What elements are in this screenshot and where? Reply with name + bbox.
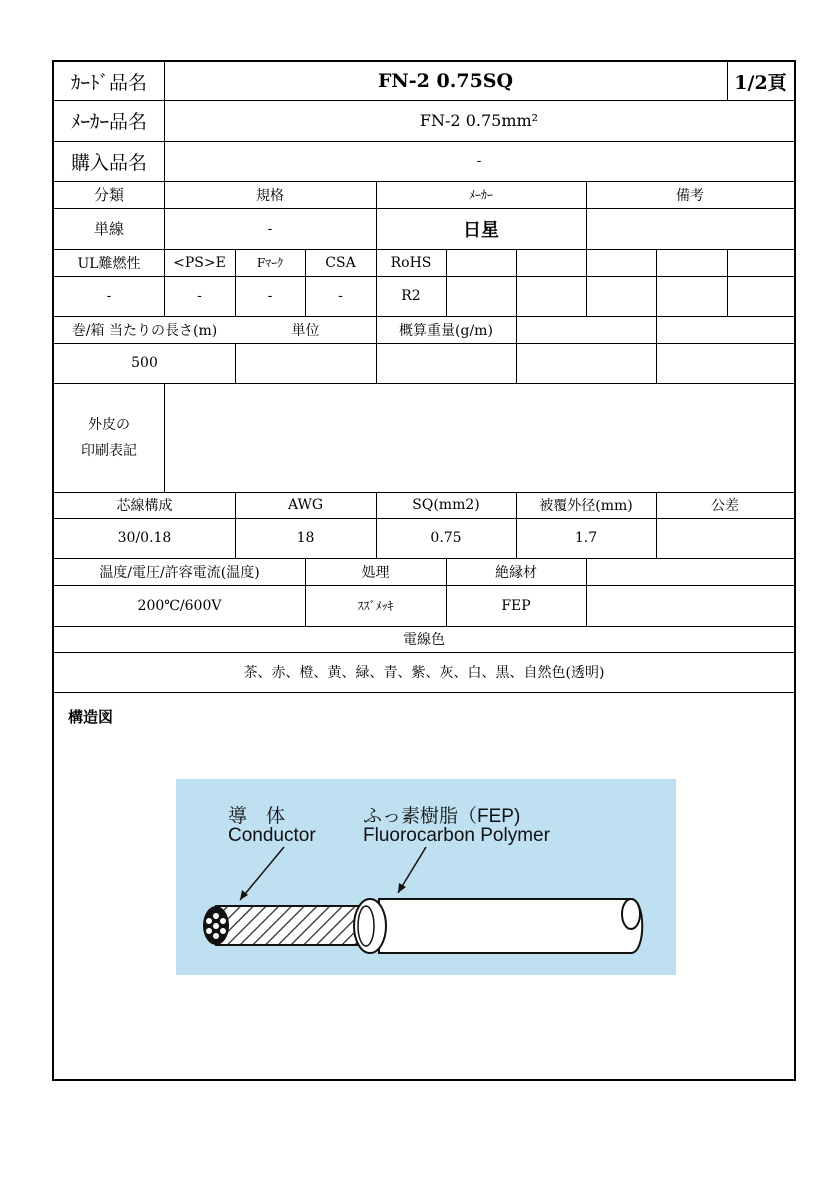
ul-value: -: [106, 288, 112, 304]
category-value: 単線: [93, 220, 124, 238]
card-name-value: FN-2 0.75SQ: [377, 70, 514, 92]
conductor-body: [216, 906, 361, 945]
ul-label: UL難燃性: [77, 255, 141, 272]
pse-label: <PS>E: [173, 254, 226, 271]
maker-label: ﾒｰｶｰ: [468, 188, 493, 202]
standard-label: 規格: [256, 187, 284, 204]
category-label: 分類: [93, 186, 124, 204]
length-label: 巻/箱 当たりの長さ(m): [71, 322, 218, 339]
od-label: 被覆外径(mm): [539, 498, 633, 514]
treatment-value: ｽｽﾞﾒｯｷ: [357, 599, 394, 613]
treatment-label: 処理: [361, 564, 390, 581]
temp-value: 200℃/600V: [137, 597, 222, 614]
insulation-value: FEP: [501, 597, 531, 614]
csa-label: CSA: [325, 254, 356, 271]
maker-value: 日星: [463, 219, 499, 241]
wire-color-value: 茶、赤、橙、黄、緑、青、紫、灰、白、黒、自然色(透明): [243, 665, 605, 681]
card-name-label: ｶｰﾄﾞ品名: [70, 71, 147, 94]
standard-value: -: [267, 220, 273, 237]
conductor-label-en: Conductor: [228, 825, 316, 846]
conductor-leader-line: [240, 847, 284, 900]
wire-color-label: 電線色: [403, 632, 445, 648]
tolerance-value: [656, 518, 794, 558]
cable-structure-diagram: [176, 779, 676, 975]
printing-value: [164, 383, 794, 492]
core-value: 30/0.18: [117, 530, 172, 546]
remarks-label: 備考: [676, 187, 704, 204]
printing-label-line1: 外皮の: [88, 416, 130, 433]
sq-label: SQ(mm2): [412, 497, 480, 513]
pse-value: -: [197, 288, 202, 304]
printing-label: [54, 383, 164, 492]
purchase-name-value: -: [476, 153, 482, 169]
f-mark-label: Fﾏｰｸ: [256, 256, 284, 270]
f-mark-value: -: [267, 288, 273, 304]
rohs-label: RoHS: [390, 254, 432, 271]
insulation-label: 絶縁材: [495, 564, 537, 581]
maker-name-label: ﾒｰｶｰ品名: [70, 111, 147, 133]
weight-value: [376, 343, 516, 383]
rohs-value: R2: [401, 288, 421, 304]
insulation-label-en: Fluorocarbon Polymer: [363, 825, 550, 846]
spec-sheet: [52, 60, 796, 1081]
weight-label: 概算重量(g/m): [399, 322, 493, 339]
page-number: 1/2頁: [734, 71, 787, 94]
core-label: 芯線構成: [116, 498, 173, 514]
awg-value: 18: [296, 530, 315, 546]
maker-name-value: FN-2 0.75mm²: [419, 111, 539, 130]
remarks-value: [586, 208, 794, 249]
insulation-body: [379, 899, 642, 953]
od-value: 1.7: [574, 530, 598, 546]
structure-title: 構造図: [68, 707, 114, 726]
insulation-label-jp: ふっ素樹脂（FEP): [363, 806, 521, 827]
unit-value: [235, 343, 376, 383]
unit-label: 単位: [291, 322, 320, 339]
awg-label: AWG: [287, 497, 324, 513]
conductor-label-jp: 導 体: [228, 806, 286, 827]
printing-label-line2: 印刷表記: [81, 442, 137, 459]
length-value: 500: [131, 355, 158, 371]
temp-label: 温度/電圧/許容電流(温度): [99, 564, 260, 581]
purchase-name-label: 購入品名: [70, 151, 147, 174]
sq-value: 0.75: [430, 530, 462, 546]
csa-value: -: [338, 288, 343, 304]
tolerance-label: 公差: [711, 498, 739, 514]
